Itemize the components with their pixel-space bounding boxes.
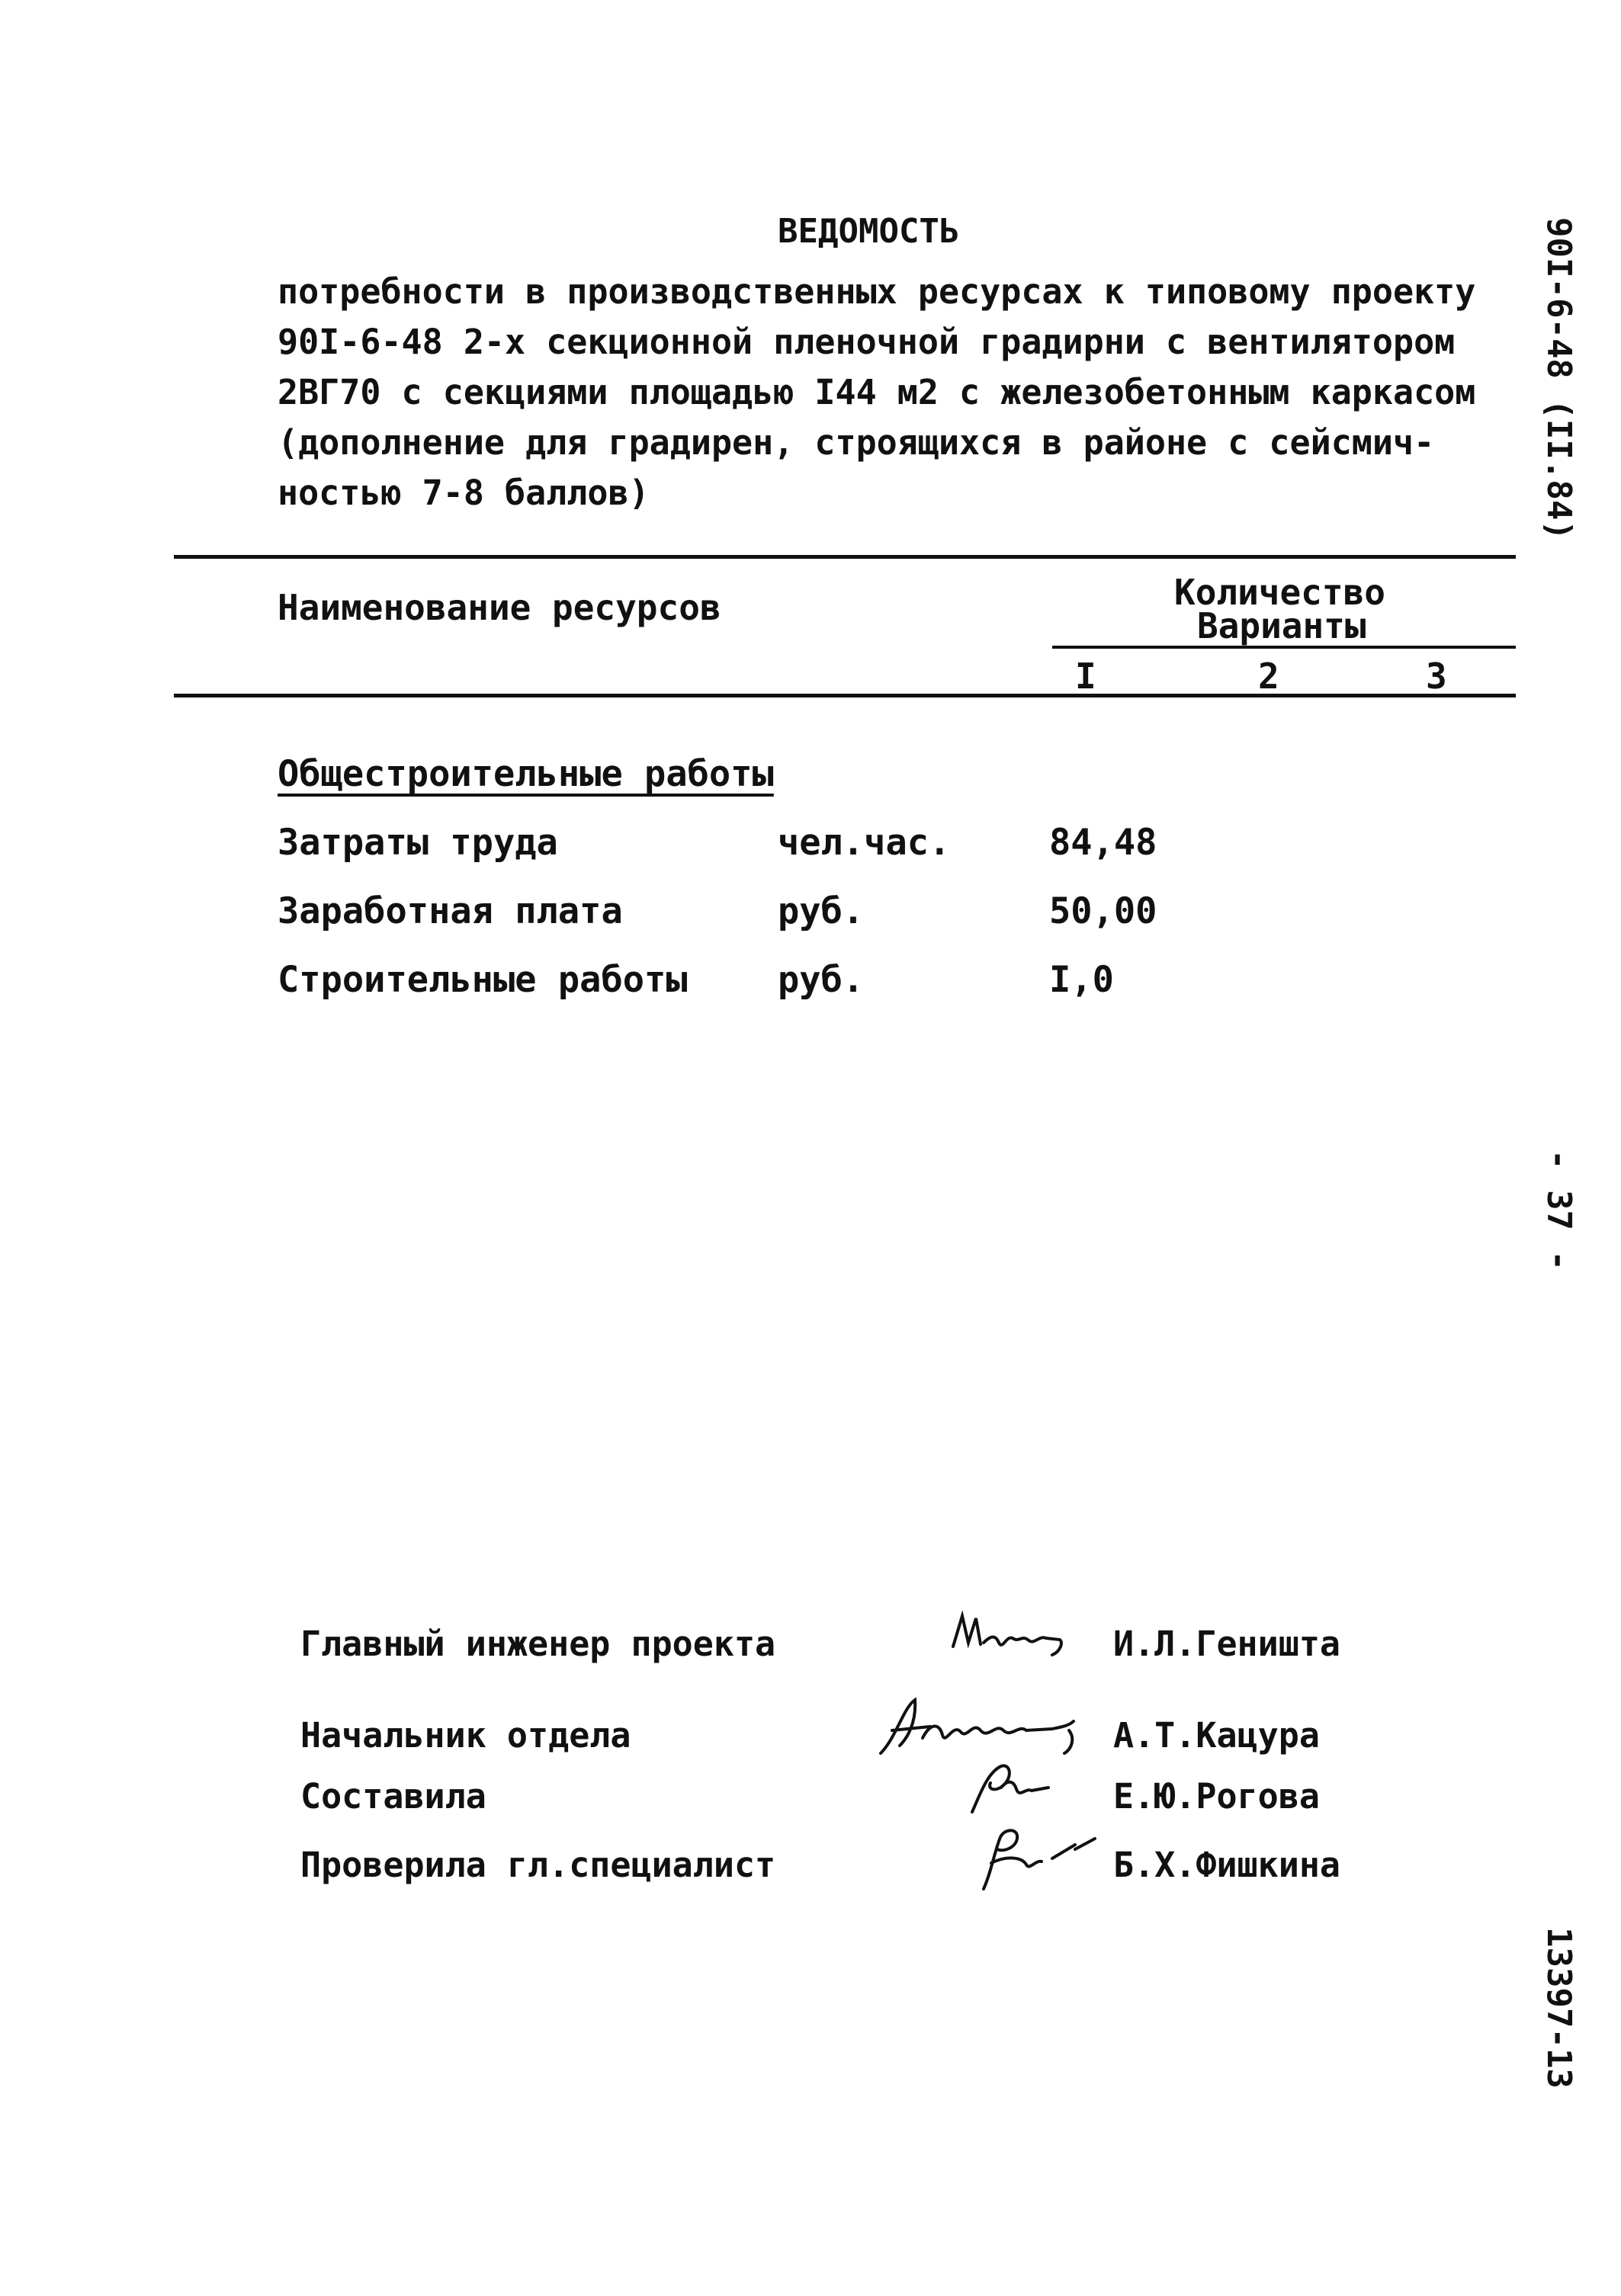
table-header-bottom-rule — [174, 694, 1516, 697]
section-title: Общестроительные работы — [278, 753, 774, 795]
page-number-vertical: - 37 - — [1539, 1150, 1578, 1271]
row-unit: руб. — [778, 890, 865, 932]
project-code-vertical: 90I-6-48 (II.84) — [1539, 217, 1578, 540]
signature-mark — [957, 1757, 1102, 1818]
archive-number-vertical: 13397-13 — [1539, 1927, 1578, 2089]
signature-mark — [961, 1822, 1113, 1894]
row-unit: чел.час. — [778, 822, 951, 864]
document-title: ВЕДОМОСТЬ — [778, 212, 960, 251]
signature-mark — [945, 1605, 1075, 1666]
signature-name: А.Т.Кацура — [1113, 1715, 1320, 1756]
row-unit: руб. — [778, 959, 865, 1001]
subtitle-line: ностью 7-8 баллов) — [278, 473, 650, 513]
signature-name: Е.Ю.Рогова — [1113, 1776, 1320, 1817]
signature-role: Начальник отдела — [300, 1715, 631, 1756]
row-resource-name: Заработная плата — [278, 890, 623, 932]
signature-mark — [869, 1692, 1098, 1761]
subtitle-line: 90I-6-48 2-х секционной пленочной градирни с вентилятором — [278, 322, 1456, 362]
subtitle-line: потребности в производственных ресурсах к типовому проекту — [278, 271, 1476, 312]
row-resource-name: Затраты труда — [278, 822, 558, 864]
table-top-rule — [174, 555, 1516, 559]
variant-number: 3 — [1426, 656, 1447, 697]
subtitle-line: (дополнение для градирен, строящихся в районе с сейсмич- — [278, 422, 1435, 463]
signature-role: Главный инженер проекта — [300, 1624, 776, 1664]
column-header-quantity: Количество — [1174, 572, 1385, 613]
signature-role: Составила — [300, 1776, 486, 1817]
variant-number: I — [1075, 656, 1096, 697]
subtitle-line: 2ВГ70 с секциями площадью I44 м2 с железобетонным каркасом — [278, 372, 1476, 412]
signature-role: Проверила гл.специалист — [300, 1845, 776, 1885]
column-header-variants: Варианты — [1197, 605, 1366, 646]
signature-name: И.Л.Геништа — [1113, 1624, 1341, 1664]
row-resource-name: Строительные работы — [278, 959, 688, 1001]
row-value: I,0 — [1049, 959, 1114, 1001]
column-header-resource-name: Наименование ресурсов — [278, 587, 721, 628]
signature-name: Б.Х.Фишкина — [1113, 1845, 1341, 1885]
row-value: 50,00 — [1049, 890, 1157, 932]
variant-number: 2 — [1258, 656, 1279, 697]
row-value: 84,48 — [1049, 822, 1157, 864]
document-subtitle — [278, 267, 1513, 518]
